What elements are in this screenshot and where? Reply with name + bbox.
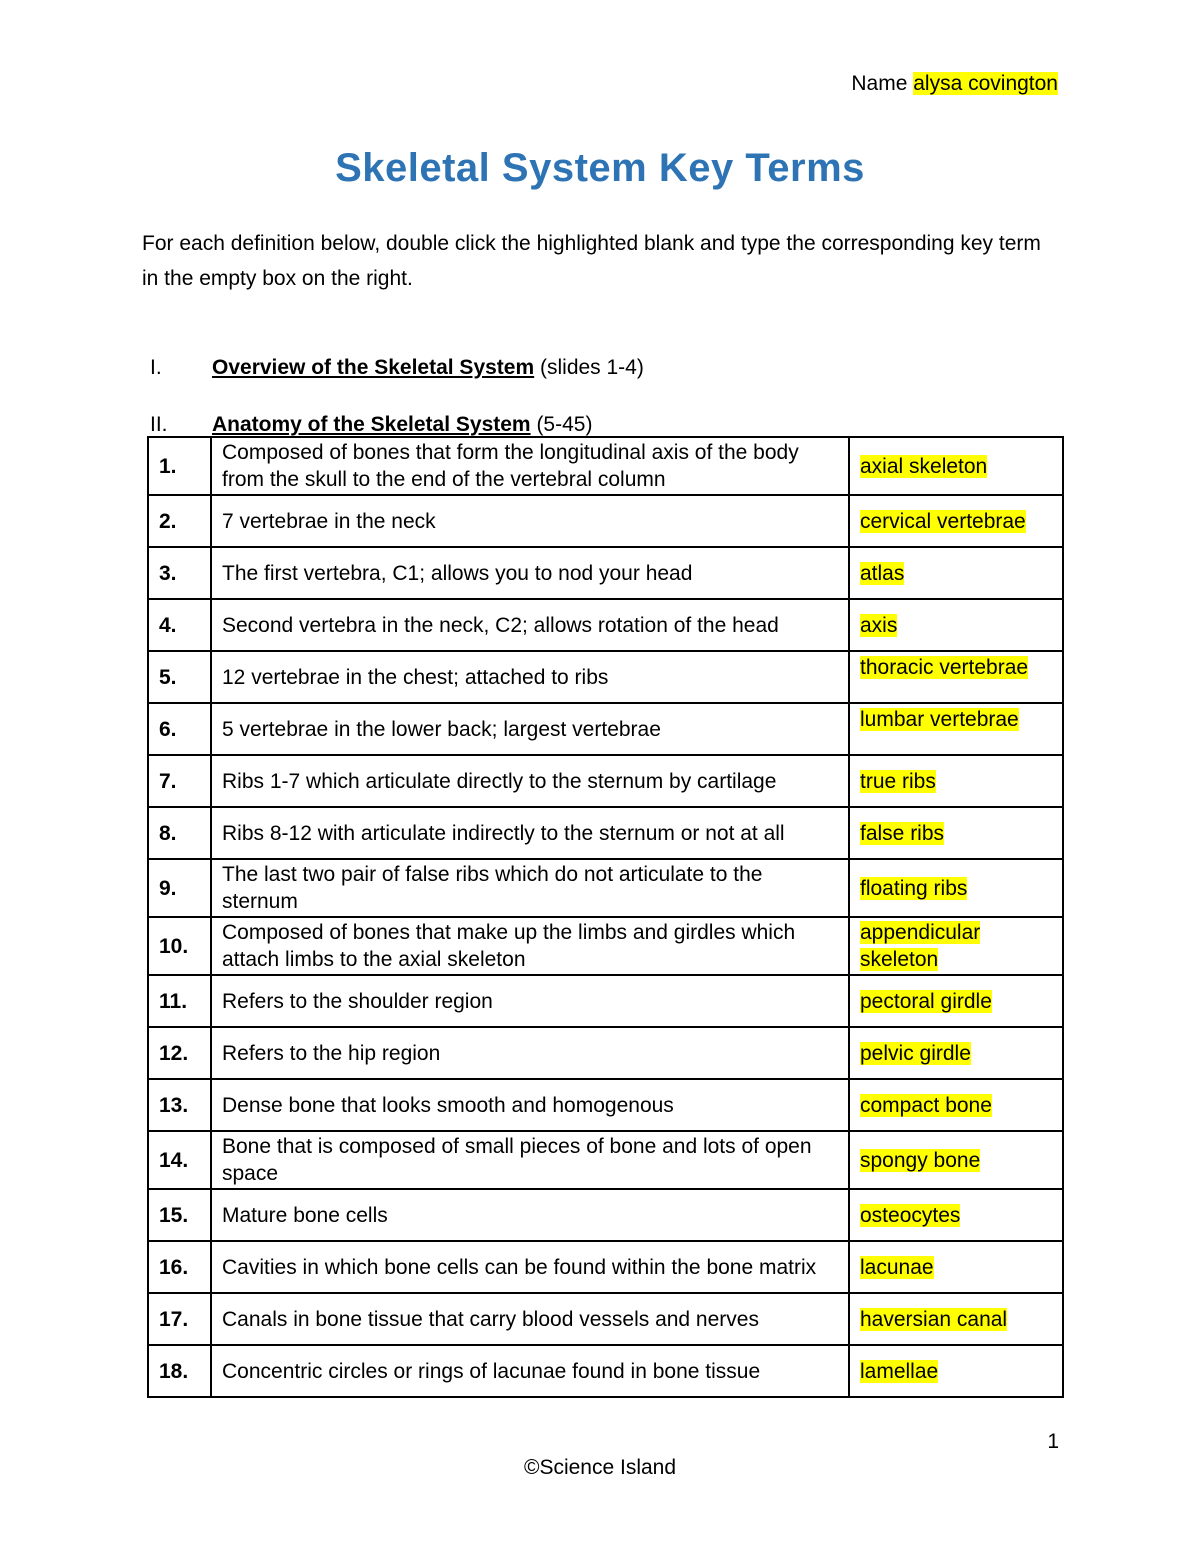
row-number: 13. (148, 1079, 211, 1131)
page-number: 1 (1047, 1430, 1059, 1453)
table-row (148, 1131, 1063, 1189)
answer-cell[interactable] (849, 651, 1063, 703)
answer-cell[interactable] (849, 1131, 1063, 1189)
definition-cell: Refers to the shoulder region (211, 975, 849, 1027)
table-row (148, 547, 1063, 599)
row-number: 14. (148, 1131, 211, 1189)
section-heading-overview (150, 356, 644, 380)
definition-cell: Ribs 1-7 which articulate directly to the sternum by cartilage (211, 755, 849, 807)
answer-cell[interactable] (849, 1189, 1063, 1241)
answer-text[interactable]: pelvic girdle (860, 1041, 971, 1065)
answer-cell[interactable] (849, 599, 1063, 651)
answer-cell[interactable] (849, 807, 1063, 859)
section-title: Anatomy of the Skeletal System (212, 413, 531, 436)
definition-cell: 7 vertebrae in the neck (211, 495, 849, 547)
instructions: For each definition below, double click the highlighted blank and type the corresponding key term in the empty box on the right. (142, 232, 1041, 290)
row-number: 6. (148, 703, 211, 755)
row-number: 3. (148, 547, 211, 599)
answer-cell[interactable] (849, 703, 1063, 755)
row-number: 12. (148, 1027, 211, 1079)
definition-cell: Concentric circles or rings of lacunae found in bone tissue (211, 1345, 849, 1397)
table-row (148, 703, 1063, 755)
answer-text[interactable]: atlas (860, 561, 905, 585)
name-field[interactable]: alysa covington (913, 72, 1058, 95)
answer-cell[interactable] (849, 1027, 1063, 1079)
answer-cell[interactable] (849, 1293, 1063, 1345)
table-row (148, 495, 1063, 547)
table-row (148, 975, 1063, 1027)
row-number: 8. (148, 807, 211, 859)
row-number: 4. (148, 599, 211, 651)
answer-text[interactable]: pectoral girdle (860, 989, 992, 1013)
row-number: 1. (148, 437, 211, 495)
definition-cell: Second vertebra in the neck, C2; allows rotation of the head (211, 599, 849, 651)
definition-cell: The first vertebra, C1; allows you to nod your head (211, 547, 849, 599)
name-line (851, 72, 1058, 96)
table-row (148, 437, 1063, 495)
definition-cell: 5 vertebrae in the lower back; largest vertebrae (211, 703, 849, 755)
answer-text[interactable]: cervical vertebrae (860, 509, 1026, 533)
answer-text[interactable]: osteocytes (860, 1203, 961, 1227)
answer-cell[interactable] (849, 495, 1063, 547)
table-row (148, 1079, 1063, 1131)
row-number: 18. (148, 1345, 211, 1397)
answer-text[interactable]: axis (860, 613, 898, 637)
page-title: Skeletal System Key Terms (335, 146, 865, 190)
row-number: 17. (148, 1293, 211, 1345)
key-terms-table (147, 436, 1064, 1398)
definition-cell: Ribs 8-12 with articulate indirectly to the sternum or not at all (211, 807, 849, 859)
answer-text[interactable]: thoracic vertebrae (860, 656, 1029, 679)
answer-text[interactable]: spongy bone (860, 1148, 981, 1172)
section-heading-anatomy (150, 413, 592, 437)
footer-copyright: ©Science Island (523, 1456, 677, 1479)
section-number: II. (150, 413, 168, 436)
table-row (148, 1345, 1063, 1397)
table-row (148, 807, 1063, 859)
answer-text[interactable]: compact bone (860, 1093, 992, 1117)
section-title: Overview of the Skeletal System (212, 356, 535, 379)
answer-text[interactable]: appendicular skeleton (860, 921, 981, 971)
answer-cell[interactable] (849, 755, 1063, 807)
row-number: 10. (148, 917, 211, 975)
row-number: 15. (148, 1189, 211, 1241)
definition-cell: Composed of bones that make up the limbs and girdles which attach limbs to the axial skeleton (211, 917, 849, 975)
section-suffix: (slides 1-4) (534, 356, 644, 379)
definition-cell: Bone that is composed of small pieces of bone and lots of open space (211, 1131, 849, 1189)
answer-text[interactable]: axial skeleton (860, 454, 988, 478)
answer-cell[interactable] (849, 975, 1063, 1027)
section-number: I. (150, 356, 162, 379)
answer-text[interactable]: true ribs (860, 769, 936, 793)
definition-cell: Composed of bones that form the longitudinal axis of the body from the skull to the end of the vertebral column (211, 437, 849, 495)
name-label: Name (851, 72, 908, 95)
definition-cell: Cavities in which bone cells can be found within the bone matrix (211, 1241, 849, 1293)
answer-cell[interactable] (849, 1079, 1063, 1131)
answer-text[interactable]: lamellae (860, 1359, 939, 1383)
answer-cell[interactable] (849, 547, 1063, 599)
table-row (148, 599, 1063, 651)
answer-cell[interactable] (849, 1345, 1063, 1397)
table-row (148, 1293, 1063, 1345)
answer-text[interactable]: lumbar vertebrae (860, 708, 1019, 731)
table-row (148, 1027, 1063, 1079)
table-row (148, 651, 1063, 703)
row-number: 2. (148, 495, 211, 547)
row-number: 9. (148, 859, 211, 917)
answer-text[interactable]: floating ribs (860, 876, 968, 900)
section-suffix: (5-45) (530, 413, 593, 436)
table-row (148, 1189, 1063, 1241)
definition-cell: Canals in bone tissue that carry blood vessels and nerves (211, 1293, 849, 1345)
table-row (148, 917, 1063, 975)
definition-cell: 12 vertebrae in the chest; attached to ribs (211, 651, 849, 703)
answer-cell[interactable] (849, 437, 1063, 495)
answer-cell[interactable] (849, 859, 1063, 917)
definition-cell: The last two pair of false ribs which do not articulate to the sternum (211, 859, 849, 917)
answer-text[interactable]: haversian canal (860, 1307, 1008, 1331)
row-number: 5. (148, 651, 211, 703)
table-row (148, 859, 1063, 917)
row-number: 16. (148, 1241, 211, 1293)
answer-text[interactable]: false ribs (860, 821, 945, 845)
row-number: 7. (148, 755, 211, 807)
definition-cell: Refers to the hip region (211, 1027, 849, 1079)
definition-cell: Mature bone cells (211, 1189, 849, 1241)
table-row (148, 755, 1063, 807)
definition-cell: Dense bone that looks smooth and homogenous (211, 1079, 849, 1131)
table-row (148, 1241, 1063, 1293)
answer-cell[interactable] (849, 917, 1063, 975)
answer-text[interactable]: lacunae (860, 1255, 934, 1279)
row-number: 11. (148, 975, 211, 1027)
answer-cell[interactable] (849, 1241, 1063, 1293)
